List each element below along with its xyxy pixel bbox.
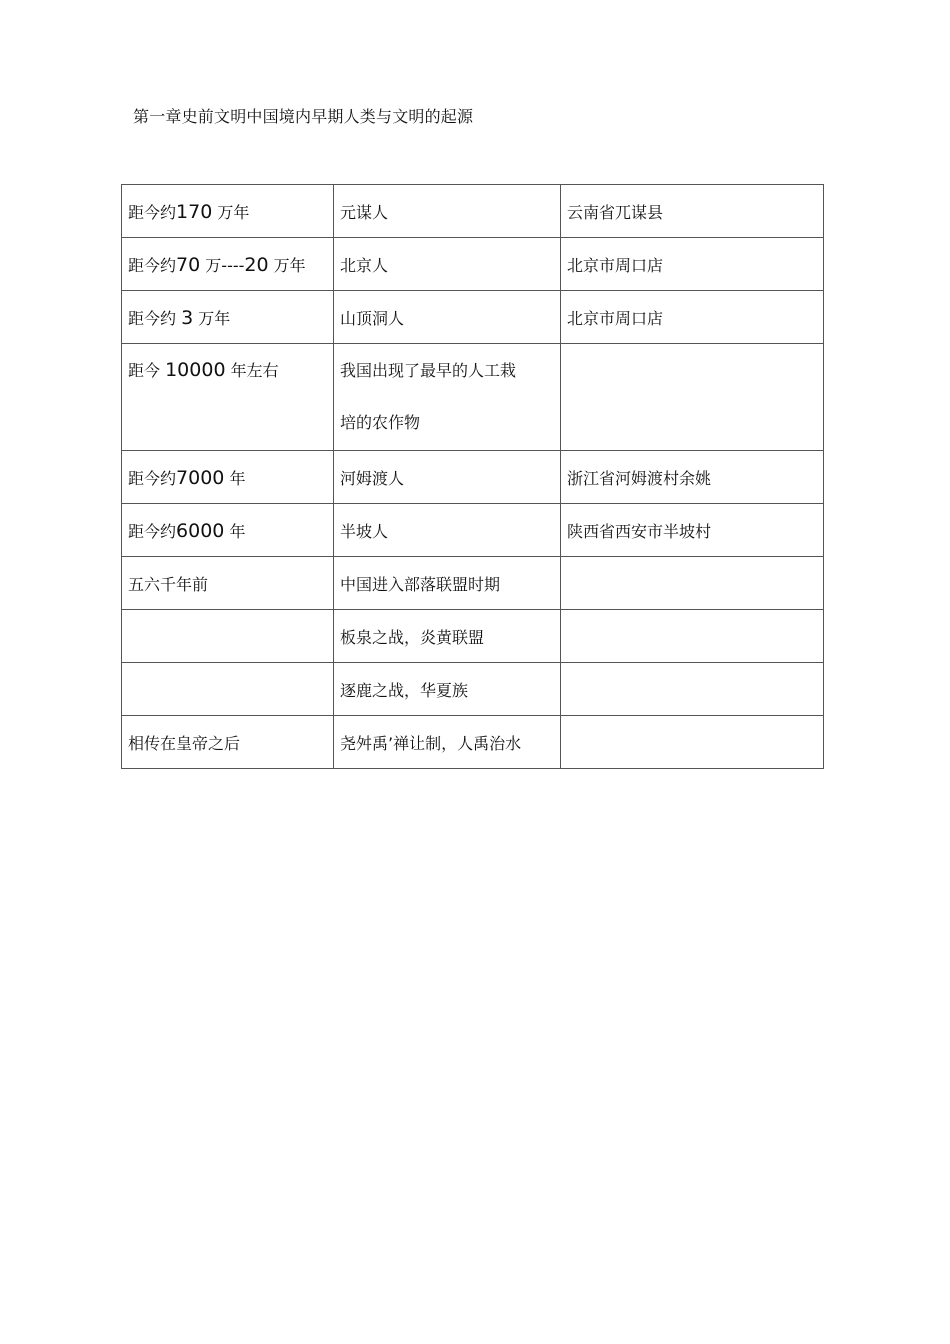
table-row (122, 344, 824, 451)
period-cell: 五六千年前 (122, 557, 334, 610)
table-row (122, 291, 824, 344)
event-line: 我国出现了最早的人工栽 (340, 361, 517, 380)
period-cell: 距今约170 万年 (122, 185, 334, 238)
period-cell: 距今约7000 年 (122, 451, 334, 504)
event-cell: 北京人 (334, 238, 561, 291)
event-cell: 逐鹿之战，华夏族 (334, 663, 561, 716)
event-cell: 元谋人 (334, 185, 561, 238)
event-cell: 河姆渡人 (334, 451, 561, 504)
period-cell: 距今 10000 年左右 (122, 344, 334, 451)
event-cell: 半坡人 (334, 504, 561, 557)
history-table (121, 184, 824, 769)
period-cell (122, 663, 334, 716)
period-cell: 距今约 3 万年 (122, 291, 334, 344)
location-cell (561, 663, 824, 716)
event-cell: 中国进入部落联盟时期 (334, 557, 561, 610)
period-cell (122, 610, 334, 663)
location-cell: 北京市周口店 (561, 238, 824, 291)
table-row (122, 557, 824, 610)
event-cell: 板泉之战，炎黄联盟 (334, 610, 561, 663)
period-cell: 距今约6000 年 (122, 504, 334, 557)
location-cell (561, 344, 824, 451)
event-line: 培的农作物 (340, 413, 421, 432)
location-cell (561, 557, 824, 610)
location-cell: 北京市周口店 (561, 291, 824, 344)
table-row (122, 663, 824, 716)
location-cell: 云南省兀谋县 (561, 185, 824, 238)
period-cell: 距今约70 万----20 万年 (122, 238, 334, 291)
event-cell: 尧舛禹’禅让制，人禹治水 (334, 716, 561, 769)
location-cell: 陕西省西安市半坡村 (561, 504, 824, 557)
table-row (122, 610, 824, 663)
table-row (122, 451, 824, 504)
table-row (122, 238, 824, 291)
page-title: 第一章史前文明中国境内早期人类与文明的起源 (133, 107, 474, 126)
table-row (122, 185, 824, 238)
location-cell (561, 716, 824, 769)
period-cell: 相传在皇帝之后 (122, 716, 334, 769)
location-cell (561, 610, 824, 663)
event-cell: 山顶洞人 (334, 291, 561, 344)
location-cell: 浙江省河姆渡村余姚 (561, 451, 824, 504)
table-row (122, 716, 824, 769)
table-row (122, 504, 824, 557)
event-cell (334, 344, 561, 451)
